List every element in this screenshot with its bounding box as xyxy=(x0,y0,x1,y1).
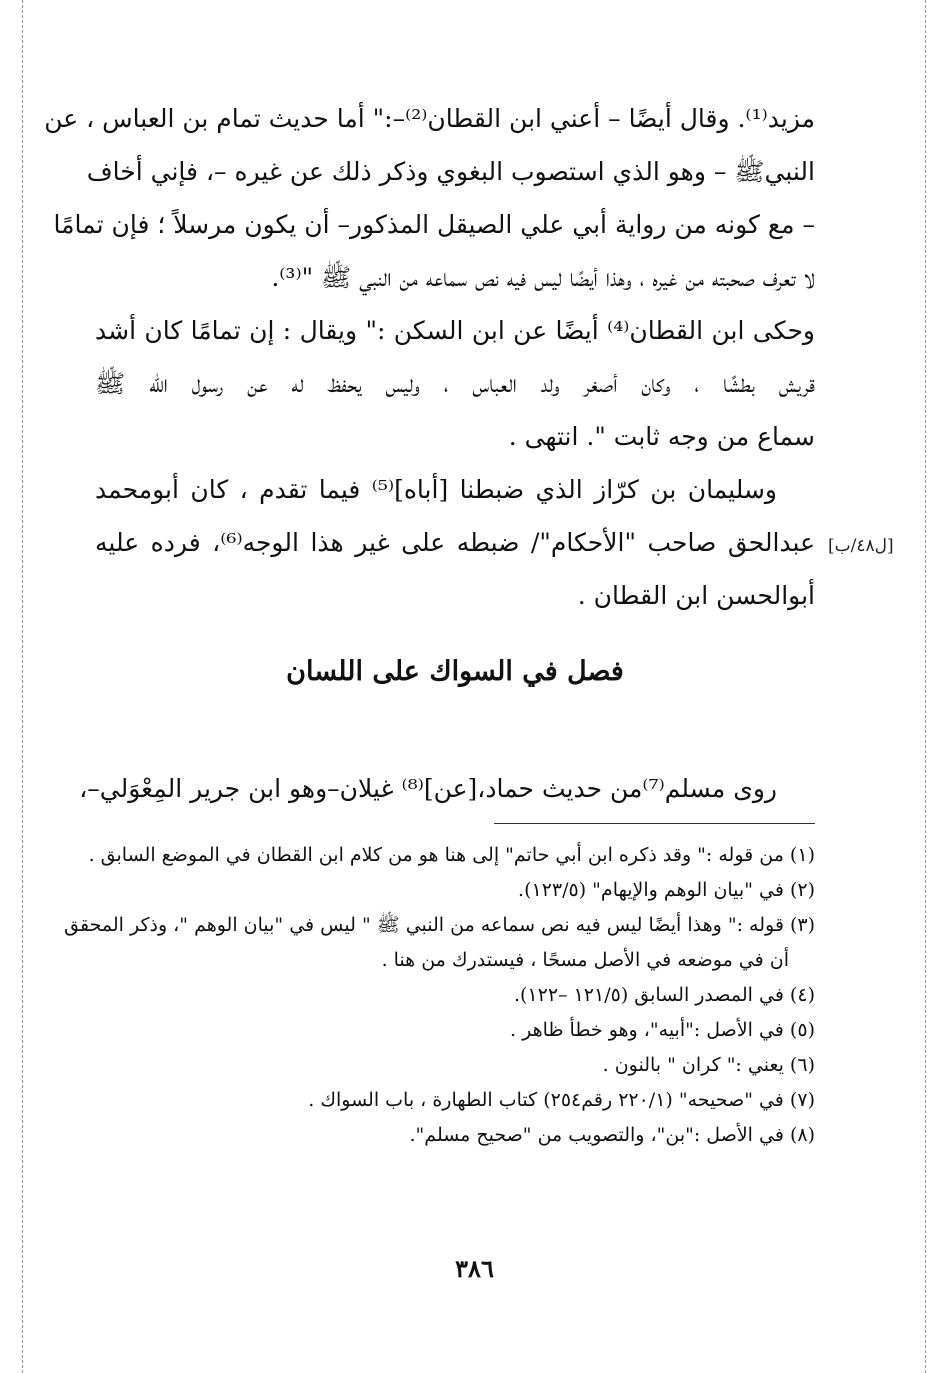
footnote: (٣) قوله :" وهذا أيضًا ليس فيه نص سماعه من النبي ﷺ " ليس في "بيان الوهم "، وذكر المحقق xyxy=(64,914,815,936)
page-body xyxy=(44,92,815,815)
body-line: روى مسلم⁽⁷⁾من حديث حماد،[عن]⁽⁸⁾ غيلان–وهو ابن جرير المِعْوَلي–، xyxy=(79,774,777,803)
body-line: مزيد⁽¹⁾. وقال أيضًا – أعني ابن القطان⁽²⁾–:" أما حديث تمام بن العباس ، عن xyxy=(44,104,815,133)
body-line: أبوالحسن ابن القطان . xyxy=(577,581,815,610)
crop-guide-right xyxy=(925,0,926,1373)
footnote: (٧) في "صحيحه" (٢٢٠/١ رقم٢٥٤) كتاب الطهارة ، باب السواك . xyxy=(308,1089,815,1111)
section-gap xyxy=(95,702,815,762)
footnote-separator xyxy=(494,823,815,824)
body-line: وحكى ابن القطان⁽⁴⁾ أيضًا عن ابن السكن :" ويقال : إن تمامًا كان أشد xyxy=(95,316,815,345)
body-line: سماع من وجه ثابت ". انتهى . xyxy=(508,422,815,451)
body-line: قريش بطشًا ، وكان أصغر ولد العباس ، وليس يحفظ له عن رسول الله ﷺ xyxy=(95,369,815,398)
footnote: (٦) يعني :" كران " بالنون . xyxy=(602,1054,815,1076)
body-line: – مع كونه من رواية أبي علي الصيقل المذكور– أن يكون مرسلاً ؛ فإن تمامًا xyxy=(53,210,815,239)
footnotes xyxy=(64,838,815,1153)
footnote: (٨) في الأصل :"بن"، والتصويب من "صحيح مسلم". xyxy=(409,1124,815,1146)
footnote-continuation: أن في موضعه في الأصل مسحًا ، فيستدرك من هنا . xyxy=(381,949,789,971)
body-line: لا تعرف صحبته من غيره ، وهذا أيضًا ليس فيه نص سماعه من النبي ﷺ "⁽³⁾. xyxy=(271,263,815,292)
body-line: النبيﷺ – وهو الذي استصوب البغوي وذكر ذلك عن غيره –، فإني أخاف xyxy=(86,157,815,186)
body-line: وسليمان بن كرّاز الذي ضبطنا [أباه]⁽⁵⁾ فيما تقدم ، كان أبومحمد xyxy=(95,475,777,504)
section-heading: فصل في السواك على اللسان xyxy=(286,656,624,687)
manuscript-folio-note: [ل٤٨/ب] xyxy=(828,536,894,556)
body-line: عبدالحق صاحب "الأحكام"/ ضبطه على غير هذا الوجه⁽⁶⁾، فرده عليه xyxy=(95,528,815,557)
footnote: (٤) في المصدر السابق (١٢١/٥ –١٢٢). xyxy=(513,984,815,1006)
crop-guide-left xyxy=(22,0,23,1373)
footnote: (٥) في الأصل :"أبيه"، وهو خطأ ظاهر . xyxy=(510,1019,815,1041)
footnote: (١) من قوله :" وقد ذكره ابن أبي حاتم" إلى هنا هو من كلام ابن القطان في الموضع السابق . xyxy=(88,844,815,866)
footnote: (٢) في "بيان الوهم والإيهام" (١٢٣/٥). xyxy=(518,879,815,901)
page-number: ٣٨٦ xyxy=(455,1254,494,1283)
